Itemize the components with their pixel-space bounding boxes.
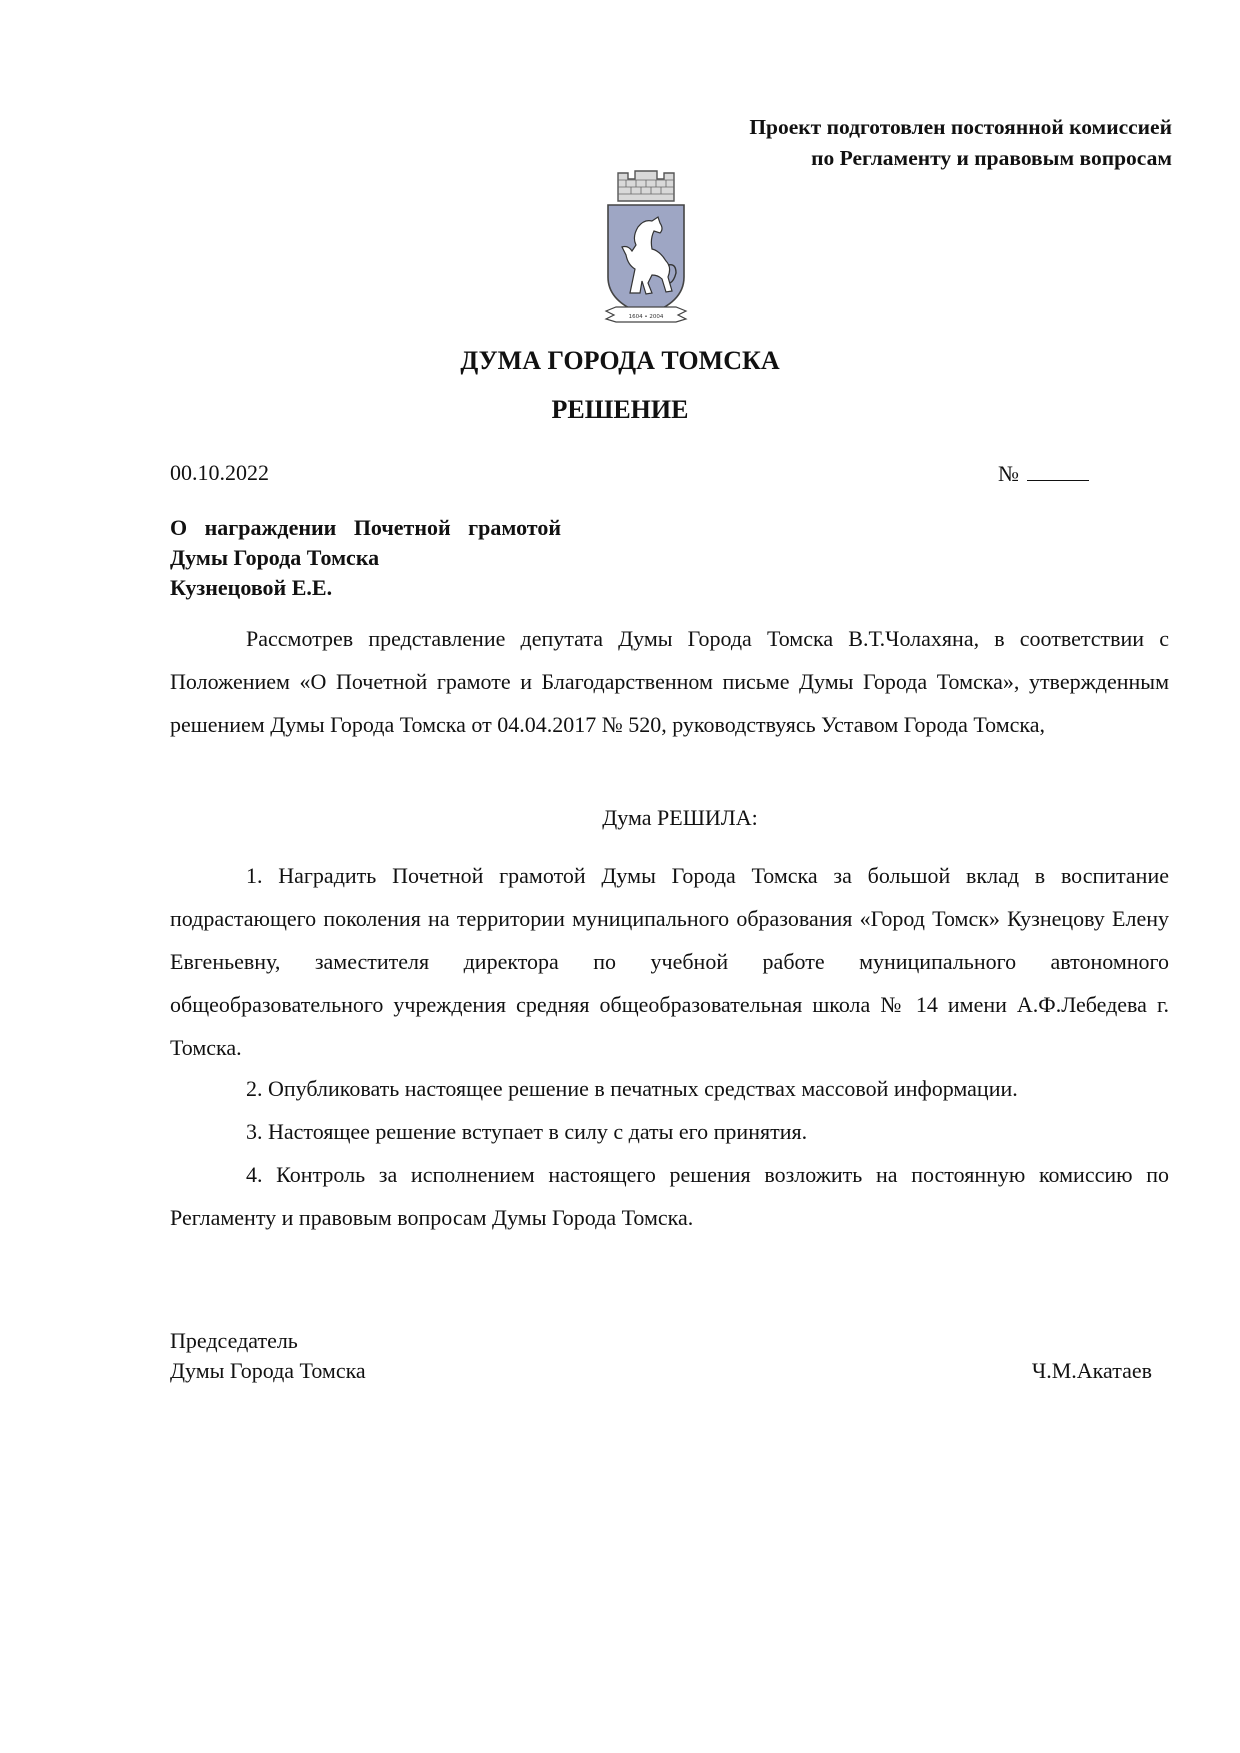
subject-line1: О награждении Почетной грамотой Думы Города Томска bbox=[170, 515, 561, 570]
signer-title-line1: Председатель bbox=[170, 1328, 298, 1353]
number-blank-line bbox=[1027, 458, 1089, 481]
intro-paragraph: Рассмотрев представление депутата Думы Города Томска В.Т.Чолахяна, в соответствии с Положением «О Почетной грамоте и Благодарственном письме Думы Города Томска», утвержденным решением Думы Города Томска от 04.04.2017 № 520, руководствуясь Уставом Города Томска, bbox=[170, 626, 1169, 737]
prepared-by-line1: Проект подготовлен постоянной комиссией bbox=[749, 115, 1172, 139]
resolution-item-2: 2. Опубликовать настоящее решение в печатных средствах массовой информации. bbox=[246, 1076, 1018, 1101]
signer-title bbox=[170, 1326, 366, 1386]
subject-line2: Кузнецовой Е.Е. bbox=[170, 575, 333, 600]
document-type-title: РЕШЕНИЕ bbox=[551, 395, 689, 424]
resolution-item-3: 3. Настоящее решение вступает в силу с даты его принятия. bbox=[246, 1119, 808, 1144]
emblem-ribbon-text: 1604 • 2004 bbox=[628, 314, 664, 320]
organization-title: ДУМА ГОРОДА ТОМСКА bbox=[460, 346, 780, 375]
prepared-by-line2: по Регламенту и правовым вопросам bbox=[811, 146, 1172, 170]
resolved-heading: Дума РЕШИЛА: bbox=[602, 805, 758, 830]
document-subject bbox=[170, 513, 561, 603]
prepared-by-note bbox=[749, 112, 1172, 174]
document-number bbox=[998, 458, 1089, 489]
signer-name: Ч.М.Акатаев bbox=[1031, 1358, 1152, 1383]
resolution-item-1: 1. Наградить Почетной грамотой Думы Города Томска за большой вклад в воспитание подрастающего поколения на территории муниципального образования «Город Томск» Кузнецову Елену Евгеньевну, заместителя директора по учебной работе муниципального автономного общеобразовательного учреждения средняя общеобразовательная школа № 14 имени А.Ф.Лебедева г. Томска. bbox=[170, 863, 1169, 1060]
signer-title-line2: Думы Города Томска bbox=[170, 1358, 366, 1383]
document-date: 00.10.2022 bbox=[170, 460, 269, 485]
number-label: № bbox=[998, 461, 1019, 486]
resolution-item-4: 4. Контроль за исполнением настоящего решения возложить на постоянную комиссию по Регламенту и правовым вопросам Думы Города Томска. bbox=[170, 1162, 1169, 1230]
tomsk-coat-of-arms-icon bbox=[602, 165, 690, 328]
